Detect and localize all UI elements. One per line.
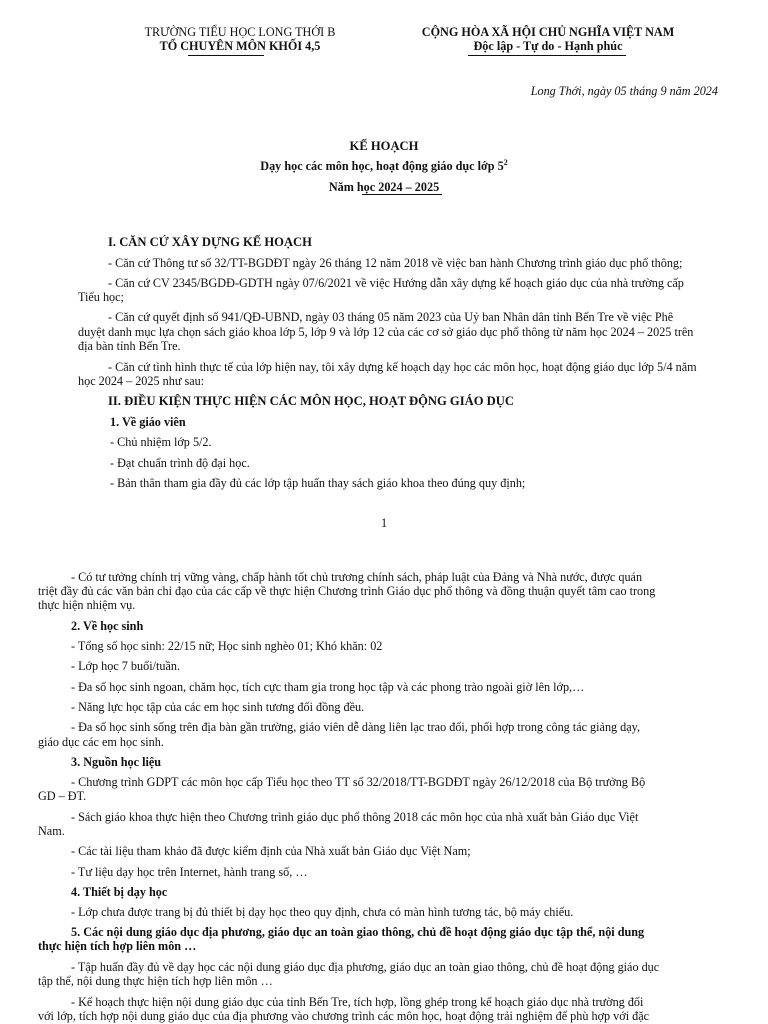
teacher-item-2: - Đạt chuẩn trình độ đại học. — [110, 456, 250, 470]
student-item-5-line1: - Đa số học sinh sống trên địa bàn gần trường, giáo viên dễ dàng liên lạc trao đổi, phối hợp trong công tác giảng dạy, — [71, 720, 641, 734]
teacher-item-4-line1: - Có tư tưởng chính trị vững vàng, chấp hành tốt chủ trương chính sách, pháp luật của Đảng và Nhà nước, được quán — [71, 570, 643, 584]
date-line: Long Thới, ngày 05 tháng 9 năm 2024 — [530, 84, 718, 98]
teacher-item-3: - Bản thân tham gia đầy đủ các lớp tập huấn thay sách giáo khoa theo đúng quy định; — [110, 476, 526, 490]
content-item-1-line1: - Tập huấn đầy đủ về dạy học các nội dung giáo dục địa phương, giáo dục an toàn giao thông, chủ đề hoạt động giáo dục — [71, 960, 660, 974]
section1-para3-line3: địa bàn tỉnh Bến Tre. — [78, 339, 181, 353]
motto-underline — [468, 55, 626, 56]
doc-subtitle-text: Dạy học các môn học, hoạt động giáo dục lớp 5 — [260, 159, 504, 173]
school-year: Năm học 2024 – 2025 — [328, 180, 440, 194]
student-item-5-line2: giáo dục các em học sinh. — [38, 735, 164, 749]
section2-sub3: 3. Nguồn học liệu — [71, 755, 162, 769]
content-item-2-line1: - Kế hoạch thực hiện nội dung giáo dục của tỉnh Bến Tre, tích hợp, lồng ghép trong kế hoạch giáo dục nhà trường đối — [71, 995, 644, 1009]
content-item-2-line2: với lớp, tích hợp nội dung giáo dục của địa phương vào chương trình các môn học, hoạt động trải nghiệm để phù hợp với đặc — [38, 1009, 650, 1023]
page-number: 1 — [380, 516, 388, 530]
section1-para2-line1: - Căn cứ CV 2345/BGDĐ-GDTH ngày 07/6/2021 về việc Hướng dẫn xây dựng kế hoạch giáo dục của nhà trường cấp — [108, 276, 684, 290]
doc-subtitle-sup: 2 — [503, 157, 508, 167]
school-name: TRƯỜNG TIỂU HỌC LONG THỚI B — [144, 25, 336, 39]
content-item-1-line2: tập thể, nội dung thực hiện tích hợp liên môn … — [38, 974, 273, 988]
student-item-4: - Năng lực học tập của các em học sinh tương đối đồng đều. — [71, 700, 365, 714]
teacher-item-4-line3: thực hiện nhiệm vụ. — [38, 598, 136, 612]
section1-para4-line1: - Căn cứ tình hình thực tế của lớp hiện nay, tôi xây dựng kế hoạch dạy học các môn học, hoạt động giáo dục lớp 5/4 năm — [108, 360, 697, 374]
resource-item-1-line1: - Chương trình GDPT các môn học cấp Tiểu học theo TT số 32/2018/TT-BGDĐT ngày 26/12/2018 của Bộ trưởng Bộ — [71, 775, 646, 789]
doc-title: KẾ HOẠCH — [349, 139, 419, 153]
student-item-1: - Tổng số học sinh: 22/15 nữ; Học sinh nghèo 01; Khó khăn: 02 — [71, 639, 383, 653]
resource-item-2-line2: Nam. — [38, 824, 65, 838]
section1-para1: - Căn cứ Thông tư số 32/TT-BGDĐT ngày 26 tháng 12 năm 2018 về việc ban hành Chương trình giáo dục phổ thông; — [108, 256, 683, 270]
resource-item-1-line2: GD – ĐT. — [38, 789, 87, 803]
section2-heading: II. ĐIỀU KIỆN THỰC HIỆN CÁC MÔN HỌC, HOẠT ĐỘNG GIÁO DỤC — [108, 394, 514, 408]
school-year-underline — [362, 194, 442, 195]
resource-item-2-line1: - Sách giáo khoa thực hiện theo Chương trình giáo dục phổ thông 2018 các môn học của nhà xuất bản Giáo dục Việt — [71, 810, 639, 824]
resource-item-4: - Tư liệu dạy học trên Internet, hành trang số, … — [71, 865, 308, 879]
section2-sub2: 2. Về học sinh — [71, 619, 144, 633]
equipment-item-1: - Lớp chưa được trang bị đủ thiết bị dạy học theo quy định, chưa có màn hình tương tác, bộ máy chiếu. — [71, 905, 574, 919]
teacher-item-1: - Chủ nhiệm lớp 5/2. — [110, 435, 212, 449]
section2-sub5-line2: thực hiện tích hợp liên môn … — [38, 939, 197, 953]
section1-heading: I. CĂN CỨ XÂY DỰNG KẾ HOẠCH — [108, 235, 312, 249]
doc-subtitle — [0, 159, 768, 174]
department-underline — [188, 55, 264, 56]
student-item-3: - Đa số học sinh ngoan, chăm học, tích cực tham gia trong học tập và các phong trào ngoài giờ lên lớp,… — [71, 680, 585, 694]
section2-sub4: 4. Thiết bị dạy học — [71, 885, 168, 899]
section1-para4-line2: học 2024 – 2025 như sau: — [78, 374, 205, 388]
resource-item-3: - Các tài liệu tham khảo đã được kiểm định của Nhà xuất bản Giáo dục Việt Nam; — [71, 844, 471, 858]
section2-sub1: 1. Về giáo viên — [110, 415, 186, 429]
teacher-item-4-line2: triệt đầy đủ các văn bản chỉ đạo của các cấp về thực hiện Chương trình Giáo dục phổ thông và đồng thuận quyết tâm cao trong — [38, 584, 656, 598]
section1-para3-line1: - Căn cứ quyết định số 941/QĐ-UBND, ngày 03 tháng 05 năm 2023 của Uỷ ban Nhân dân tỉnh Bến Tre về việc Phê — [108, 310, 674, 324]
national-motto: Độc lập - Tự do - Hạnh phúc — [473, 39, 623, 53]
section1-para3-line2: duyệt danh mục lựa chọn sách giáo khoa lớp 5, lớp 9 và lớp 12 của các cơ sở giáo dục phổ thông từ năm học 2024 – 2025 trên — [78, 325, 694, 339]
national-title: CỘNG HÒA XÃ HỘI CHỦ NGHĨA VIỆT NAM — [421, 25, 675, 39]
department-name: TỔ CHUYÊN MÔN KHỐI 4,5 — [159, 39, 321, 53]
section2-sub5-line1: 5. Các nội dung giáo dục địa phương, giáo dục an toàn giao thông, chủ đề hoạt động giáo dục tập thể, nội dung — [71, 925, 645, 939]
section1-para2-line2: Tiểu học; — [78, 290, 124, 304]
student-item-2: - Lớp học 7 buổi/tuần. — [71, 659, 181, 673]
